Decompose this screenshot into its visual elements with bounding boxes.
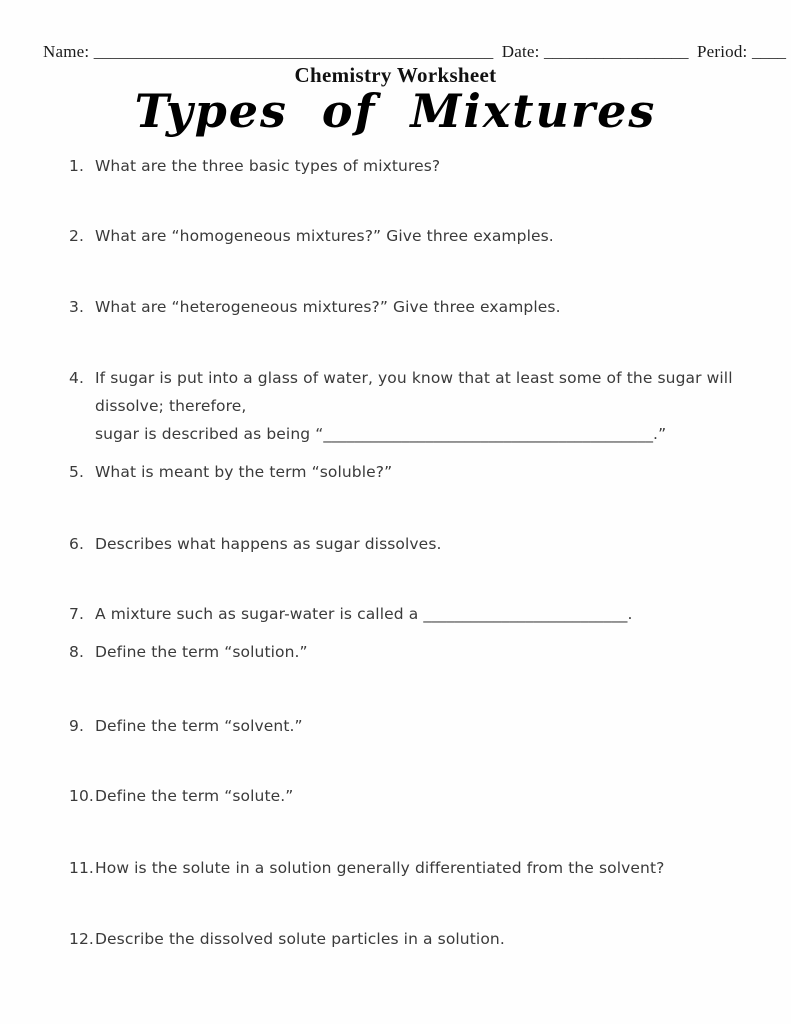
question-4-line2-with-blank: sugar is described as being “__________________________________________.” <box>95 425 667 443</box>
name-blank-line: _______________________________________________ <box>93 42 494 61</box>
question-12-number: 12. <box>69 930 94 948</box>
question-3-text: What are “heterogeneous mixtures?” Give three examples. <box>95 298 561 316</box>
question-7-text-with-blank: A mixture such as sugar-water is called a __________________________. <box>95 605 633 623</box>
question-3-number: 3. <box>69 298 84 316</box>
question-5 <box>69 458 751 486</box>
question-1 <box>69 152 751 180</box>
question-12-text: Describe the dissolved solute particles in a solution. <box>95 930 505 948</box>
question-list <box>69 152 751 953</box>
question-4-line1: If sugar is put into a glass of water, you know that at least some of the sugar will dissolve; therefore, <box>95 369 733 415</box>
question-8-text: Define the term “solution.” <box>95 643 308 661</box>
question-9 <box>69 712 751 740</box>
question-12 <box>69 925 751 953</box>
question-6-number: 6. <box>69 535 84 553</box>
question-1-number: 1. <box>69 157 84 175</box>
question-9-text: Define the term “solvent.” <box>95 717 303 735</box>
date-label: Date: <box>501 42 540 61</box>
question-7-number: 7. <box>69 605 84 623</box>
question-10-number: 10. <box>69 787 94 805</box>
question-4-text <box>95 364 751 448</box>
question-4 <box>69 364 751 448</box>
question-2-text: What are “homogeneous mixtures?” Give three examples. <box>95 227 554 245</box>
question-9-number: 9. <box>69 717 84 735</box>
question-6-text: Describes what happens as sugar dissolves. <box>95 535 442 553</box>
name-label: Name: <box>43 42 90 61</box>
question-11-number: 11. <box>69 859 94 877</box>
question-5-number: 5. <box>69 463 84 481</box>
period-blank-line: ____ <box>751 42 786 61</box>
page-title: Types of Mixtures <box>134 84 657 138</box>
question-11-text: How is the solute in a solution generally differentiated from the solvent? <box>95 859 665 877</box>
question-3 <box>69 293 751 321</box>
question-2-number: 2. <box>69 227 84 245</box>
question-5-text: What is meant by the term “soluble?” <box>95 463 393 481</box>
question-10 <box>69 782 751 810</box>
question-10-text: Define the term “solute.” <box>95 787 294 805</box>
question-2 <box>69 222 751 250</box>
question-7 <box>69 600 751 628</box>
question-8-number: 8. <box>69 643 84 661</box>
worksheet-subtitle: Chemistry Worksheet <box>294 63 497 87</box>
question-6 <box>69 530 751 558</box>
header-line <box>43 42 786 62</box>
question-11 <box>69 854 751 882</box>
question-1-text: What are the three basic types of mixtures? <box>95 157 441 175</box>
period-label: Period: <box>696 42 748 61</box>
question-8 <box>69 638 751 666</box>
date-blank-line: _________________ <box>544 42 689 61</box>
question-4-number: 4. <box>69 369 84 387</box>
